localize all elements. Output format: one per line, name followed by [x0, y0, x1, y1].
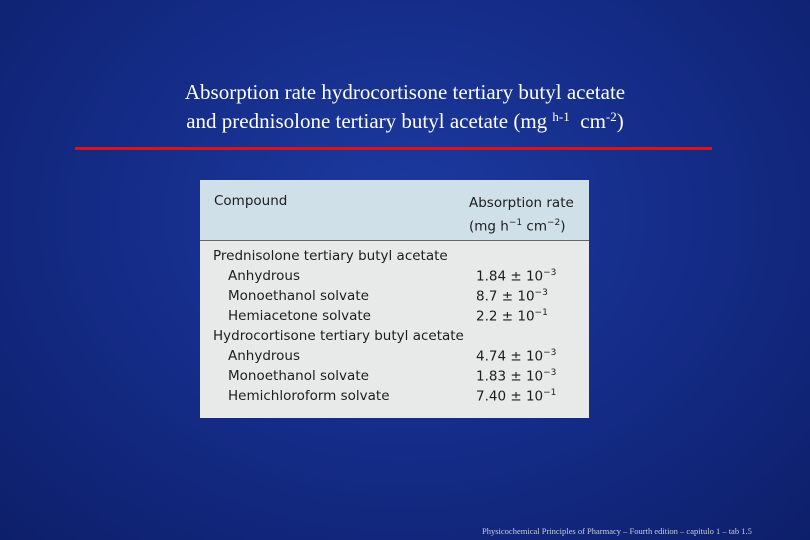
title-line-1: Absorption rate hydrocortisone tertiary butyl acetate: [184, 80, 626, 104]
table-header: [200, 180, 589, 241]
form-name: Anhydrous: [228, 268, 301, 284]
form-name: Anhydrous: [228, 348, 301, 364]
compound-group-name: Hydrocortisone tertiary butyl acetate: [213, 328, 464, 344]
slide-title: [0, 78, 810, 136]
absorption-value: $2.2 \pm 10^{-1}$: [476, 308, 548, 325]
title-underline: [75, 147, 712, 150]
form-name: Monoethanol solvate: [228, 288, 369, 304]
form-name: Hemichloroform solvate: [228, 388, 390, 404]
absorption-table: [200, 180, 589, 418]
form-name: Hemiacetone solvate: [228, 308, 371, 324]
absorption-value: $7.40 \pm 10^{-1}$: [476, 388, 557, 405]
header-compound: Compound: [214, 193, 288, 209]
absorption-value: $1.84 \pm 10^{-3}$: [476, 268, 557, 285]
absorption-value: $1.83 \pm 10^{-3}$: [476, 368, 557, 385]
footer-citation: Physicochemical Principles of Pharmacy – Fourth edition – capitulo 1 – tab 1.5: [482, 526, 752, 536]
compound-group-name: Prednisolone tertiary butyl acetate: [213, 248, 448, 264]
header-absorption-rate: Absorption rate (mg $h^{-1}$ $cm^{-2}$): [469, 195, 574, 235]
absorption-value: $4.74 \pm 10^{-3}$: [476, 348, 557, 365]
absorption-value: $8.7 \pm 10^{-3}$: [476, 288, 548, 305]
form-name: Monoethanol solvate: [228, 368, 369, 384]
title-line-2: and prednisolone tertiary butyl acetate (mg $^{h-1}$ $cm^{-2}$): [186, 109, 624, 133]
